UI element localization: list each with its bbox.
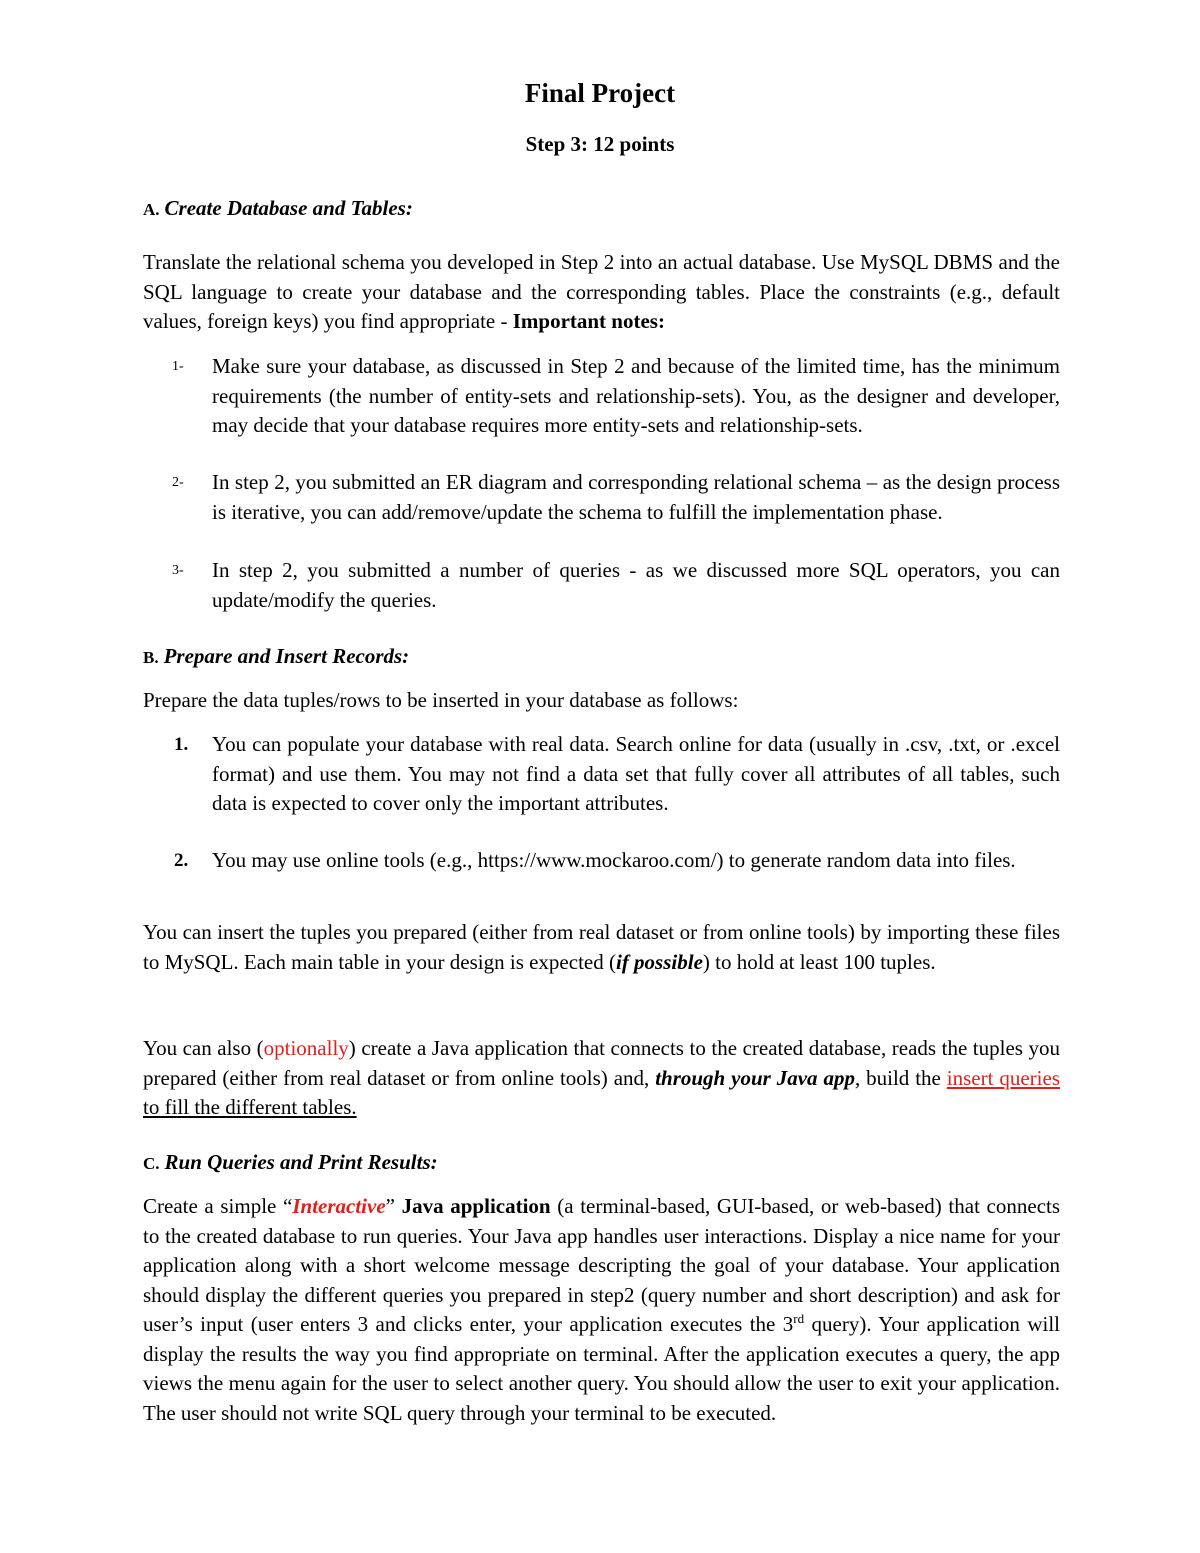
item-text: Make sure your database, as discussed in Step 2 and because of the limited time, has the minimum requirements (the number of entity-sets and relationship-sets). You, as the designer and developer, may decide that your database requires more entity-sets and relationship-sets. xyxy=(212,354,1060,437)
section-b-item-2 xyxy=(174,846,1060,876)
text-run: ) create a Java application that connects to the created database, reads the tuples you prepared (either from real dataset or from online tools) and, xyxy=(143,1036,1060,1090)
interactive-emphasis: Interactive xyxy=(292,1194,386,1218)
item-number: 1. xyxy=(174,734,189,755)
java-application-bold: Java application xyxy=(401,1194,551,1218)
page-title: Final Project xyxy=(524,78,676,108)
item-number: 1- xyxy=(172,359,184,374)
section-a-title: Create Database and Tables: xyxy=(164,196,413,220)
text-run: ” xyxy=(385,1194,402,1218)
text-run: to fill the different tables. xyxy=(143,1095,357,1119)
section-b-title: Prepare and Insert Records: xyxy=(163,644,410,668)
section-a-item-1 xyxy=(172,352,1060,441)
text-run: You can insert the tuples you prepared (either from real dataset or from online tools) by importing these files to MySQL. Each main table in your design is expected ( xyxy=(143,920,1060,974)
section-b-intro: Prepare the data tuples/rows to be inserted in your database as follows: xyxy=(143,688,739,712)
item-number: 2- xyxy=(172,475,184,490)
section-a-item-2 xyxy=(172,468,1060,527)
text-run: Create a simple “ xyxy=(143,1194,293,1218)
section-c-title: Run Queries and Print Results: xyxy=(164,1150,438,1174)
section-c-letter: C. xyxy=(143,1154,160,1173)
section-c-paragraph xyxy=(143,1192,1060,1428)
section-a-intro xyxy=(143,248,1060,337)
item-text: You can populate your database with real data. Search online for data (usually in .csv, .txt, or .excel format) and use them. You may not find a data set that fully cover all attributes of all tables, such data is expected to cover only the important attributes. xyxy=(212,732,1060,815)
text-run: query). Your application will display the results the way you find appropriate on terminal. After the application executes a query, the app views the menu again for the user to select another query. You should allow the user to exit your application. The user should not write SQL query through your terminal to be executed. xyxy=(143,1312,1061,1425)
item-number: 2. xyxy=(174,850,189,871)
java-app-emphasis: through your Java app xyxy=(655,1065,855,1090)
text-run: You can also ( xyxy=(143,1036,264,1060)
important-notes-label: Important notes: xyxy=(512,309,665,333)
section-a-letter: A. xyxy=(143,200,160,219)
section-b-letter: B. xyxy=(143,648,159,667)
text-run: , build the xyxy=(854,1065,947,1090)
item-number: 3- xyxy=(172,563,184,578)
if-possible-emphasis: if possible xyxy=(615,949,703,974)
section-a-intro-text: Translate the relational schema you developed in Step 2 into an actual database. Use MySQL DBMS and the SQL language to create your database and the corresponding tables. Place the constraints (e.g., default values, foreign keys) you find appropriate - xyxy=(143,250,1060,333)
item-text: In step 2, you submitted an ER diagram and corresponding relational schema – as the design process is iterative, you can add/remove/update the schema to fulfill the implementation phase. xyxy=(212,470,1060,524)
section-c-heading xyxy=(143,1150,438,1175)
text-run: (a terminal-based, GUI-based, or web-based) that connects to the created database to run queries. Your Java app handles user interactions. Display a nice name for your application along with a short welcome message descripting the goal of your database. Your application should display the different queries you prepared in step2 (query number and short description) and ask for user’s input (user enters 3 and clicks enter, your application executes the 3 xyxy=(143,1194,1061,1336)
section-a-heading xyxy=(143,196,413,221)
section-b-paragraph-2 xyxy=(143,1034,1060,1123)
text-run: ) to hold at least 100 tuples. xyxy=(702,949,936,974)
ordinal-superscript: rd xyxy=(793,1311,805,1326)
section-a-item-3 xyxy=(172,556,1060,615)
section-b-heading xyxy=(143,644,409,669)
section-b-item-1 xyxy=(174,730,1060,819)
item-text: In step 2, you submitted a number of queries - as we discussed more SQL operators, you can update/modify the queries. xyxy=(212,558,1060,612)
item-text: You may use online tools (e.g., https://www.mockaroo.com/) to generate random data into files. xyxy=(212,848,1016,872)
section-b-paragraph-1 xyxy=(143,918,1060,977)
optionally-highlight: optionally xyxy=(263,1036,349,1060)
insert-queries-link[interactable]: insert queries xyxy=(946,1065,1060,1090)
page-subtitle: Step 3: 12 points xyxy=(525,132,675,156)
